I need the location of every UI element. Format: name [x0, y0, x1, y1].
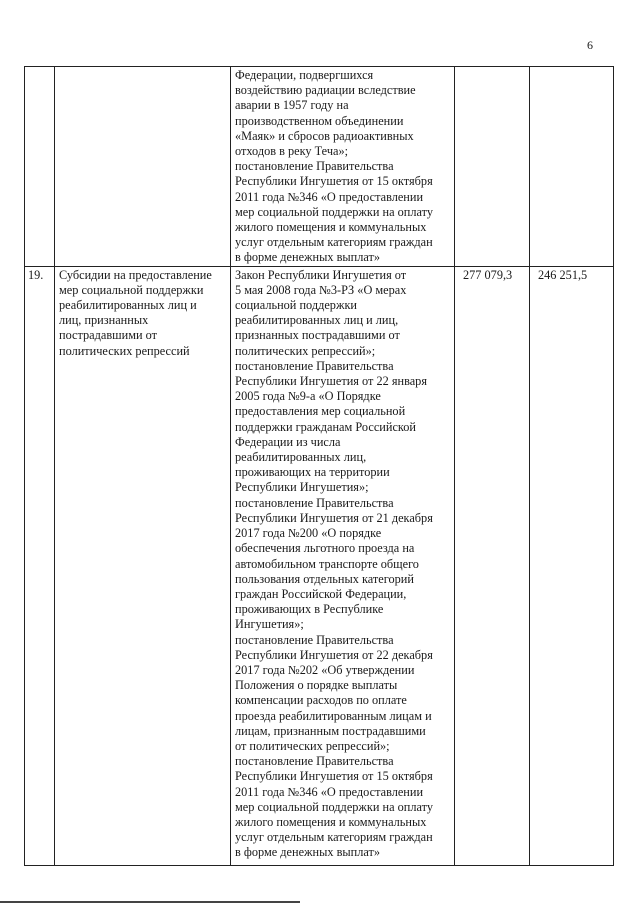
amount-1-cell [455, 266, 530, 865]
text-line: 2011 года №346 «О предоставлении [235, 784, 424, 799]
text-line: Республики Ингушетия от 21 декабря [235, 510, 433, 525]
text-line: граждан Российской Федерации, [235, 586, 407, 601]
amount-1 [455, 67, 529, 68]
text-line: Республики Ингушетия от 22 января [235, 374, 427, 389]
page-number: 6 [587, 38, 593, 52]
text-line: постановление Правительства [235, 632, 394, 647]
footer-rule [0, 901, 300, 903]
text-line: компенсации расходов по оплате [235, 693, 407, 708]
text-line: Республики Ингушетия от 22 декабря [235, 647, 433, 662]
text-line: услуг отдельным категориям граждан [235, 235, 433, 250]
subsidy-name-cell [55, 67, 231, 267]
text-line: обеспечения льготного проезда на [235, 541, 415, 556]
document-table [24, 66, 614, 866]
text-line: мер социальной поддержки на оплату [235, 799, 434, 814]
subsidy-name-cell [55, 266, 231, 865]
text-line: проживающих в Республике [235, 602, 384, 617]
text-line: реабилитированных лиц и лиц, [235, 313, 399, 328]
text-line: услуг отдельным категориям граждан [235, 830, 433, 845]
text-line: 2017 года №200 «О порядке [235, 526, 382, 541]
text-line: Закон Республики Ингушетия от [235, 267, 407, 282]
amount-2-cell [530, 266, 614, 865]
text-line: отходов в реку Теча»; [235, 144, 349, 159]
text-line: политических репрессий [59, 343, 190, 358]
text-line: 5 мая 2008 года №3-РЗ «О мерах [235, 282, 407, 297]
text-line: Республики Ингушетия»; [235, 480, 369, 495]
text-line: в форме денежных выплат» [235, 250, 381, 265]
row-number-cell [25, 67, 55, 267]
text-line: жилого помещения и коммунальных [235, 220, 427, 235]
legal-basis-cell [231, 266, 455, 865]
text-line: от политических репрессий»; [235, 738, 390, 753]
legal-basis [231, 267, 454, 861]
amount-2 [530, 67, 613, 68]
text-line: жилого помещения и коммунальных [235, 814, 427, 829]
text-line: в форме денежных выплат» [235, 845, 381, 860]
text-line: политических репрессий»; [235, 343, 376, 358]
text-line: проезда реабилитированным лицам и [235, 708, 432, 723]
text-line: Положения о порядке выплаты [235, 678, 398, 693]
legal-basis [231, 67, 454, 266]
text-line: лицам, признанным пострадавшими [235, 723, 426, 738]
text-line: Республики Ингушетия от 15 октября [235, 174, 433, 189]
text-line: постановление Правительства [235, 495, 394, 510]
text-line: Федерации из числа [235, 434, 341, 449]
subsidy-name [55, 267, 230, 359]
text-line: Ингушетия»; [235, 617, 304, 632]
table-body [25, 67, 614, 866]
text-line: мер социальной поддержки [59, 282, 204, 297]
text-line: производственном объединении [235, 113, 404, 128]
row-number [25, 67, 54, 68]
amount-2-cell [530, 67, 614, 267]
text-line: реабилитированных лиц, [235, 450, 367, 465]
amount-1: 277 079,3 [463, 267, 513, 282]
text-line: автомобильном транспорте общего [235, 556, 419, 571]
text-line: реабилитированных лиц и [59, 298, 197, 313]
text-line: предоставления мер социальной [235, 404, 406, 419]
row-number: 19. [28, 267, 44, 282]
text-line: Республики Ингушетия от 15 октября [235, 769, 433, 784]
text-line: мер социальной поддержки на оплату [235, 204, 434, 219]
text-line: «Маяк» и сбросов радиоактивных [235, 128, 414, 143]
text-line: признанных пострадавшими от [235, 328, 400, 343]
text-line: пользования отдельных категорий [235, 571, 414, 586]
text-line: социальной поддержки [235, 298, 358, 313]
row-number-cell [25, 266, 55, 865]
text-line: постановление Правительства [235, 358, 394, 373]
text-line: Федерации, подвергшихся [235, 68, 374, 82]
text-line: пострадавшими от [59, 328, 157, 343]
text-line: лиц, признанных [59, 313, 149, 328]
text-line: Субсидии на предоставление [59, 267, 212, 282]
text-line: аварии в 1957 году на [235, 98, 349, 113]
text-line: поддержки гражданам Российской [235, 419, 416, 434]
text-line: постановление Правительства [235, 754, 394, 769]
text-line: 2005 года №9-а «О Порядке [235, 389, 381, 404]
table-row [25, 266, 614, 865]
table-row [25, 67, 614, 267]
text-line: воздействию радиации вследствие [235, 83, 416, 98]
text-line: 2011 года №346 «О предоставлении [235, 189, 424, 204]
text-line: 2017 года №202 «Об утверждении [235, 662, 415, 677]
subsidy-name [55, 67, 230, 68]
legal-basis-cell [231, 67, 455, 267]
text-line: постановление Правительства [235, 159, 394, 174]
text-line: проживающих на территории [235, 465, 390, 480]
amount-2: 246 251,5 [538, 267, 588, 282]
amount-1-cell [455, 67, 530, 267]
